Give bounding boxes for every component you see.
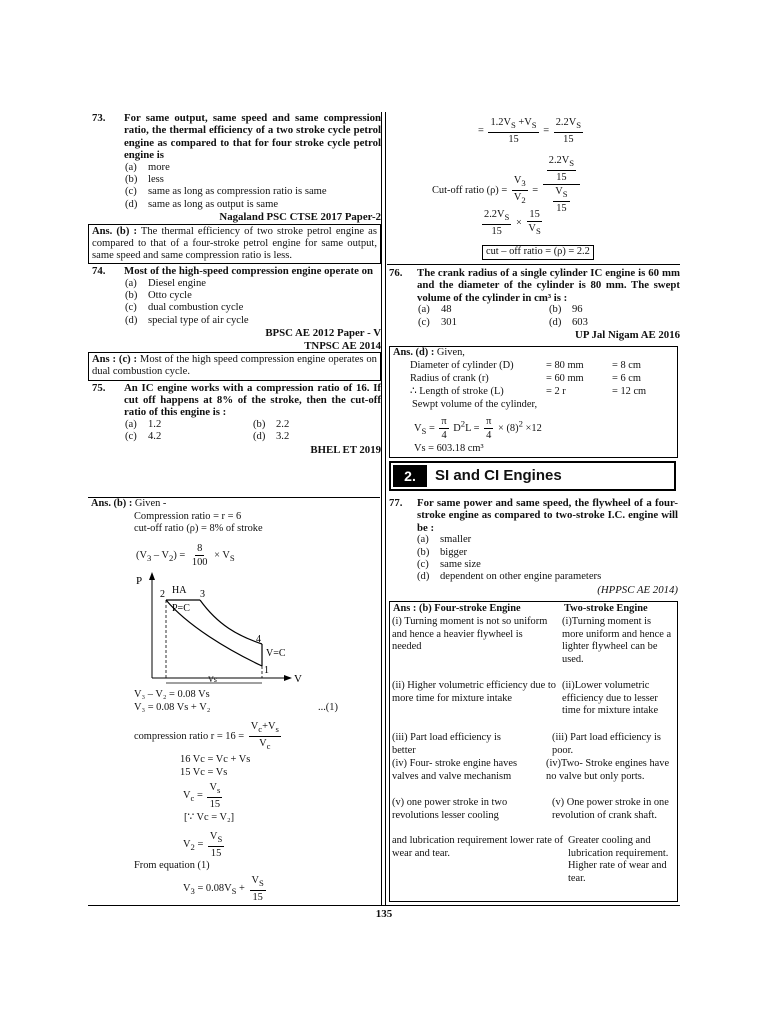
option-row bbox=[418, 304, 680, 316]
answer-text: The thermal efficiency of two stroke petrol engine as compared to that of a four-stroke petrol engine for same output, same speed and same compression ratio is less. bbox=[92, 225, 377, 262]
option-key: (b) bbox=[549, 304, 562, 316]
two-stroke-point: (v) One power stroke in one revolution of crank shaft. bbox=[552, 797, 669, 821]
option-key: (c) bbox=[125, 302, 137, 314]
answer-box bbox=[88, 352, 381, 380]
exam-source: BHEL ET 2019 bbox=[310, 443, 381, 456]
answer-75-block bbox=[88, 497, 380, 906]
section-title: SI and CI Engines bbox=[435, 467, 562, 484]
option bbox=[417, 559, 678, 571]
fraction-2-2vs-over-15: $\frac{2.2V_S}{15}$ bbox=[555, 117, 582, 146]
two-stroke-point: (ii)Lower volumetric efficiency due to lesser time for mixture intake bbox=[562, 680, 659, 717]
two-stroke-point: (i)Turning moment is more uniform and hence a lighter flywheel can be used. bbox=[562, 616, 672, 665]
question-75 bbox=[88, 382, 381, 419]
answer-label: Ans : (c) : bbox=[92, 354, 138, 366]
equation-tag: ...(1) bbox=[318, 702, 338, 713]
option-text: more bbox=[148, 161, 170, 173]
option-text: special type of air cycle bbox=[148, 314, 249, 326]
fraction-15-over-vs: $\frac{15}{V_S}$ bbox=[528, 209, 541, 237]
fraction-8-over-100: $\frac{8}{100}$ bbox=[191, 543, 208, 568]
option-key: (a) bbox=[125, 418, 137, 430]
label-v-equals-c: V=C bbox=[266, 648, 286, 659]
option-key: (c) bbox=[125, 431, 137, 443]
right-column bbox=[387, 266, 680, 341]
equation-v3-combined: = $\frac{1.2V_S +V_S}{15}$ = $\frac{2.2V_S}{15}$ bbox=[478, 117, 582, 146]
option-key: (a) bbox=[125, 161, 137, 173]
because-vc-equals-v2: [∵ Vc = V₂] bbox=[184, 812, 235, 823]
point-4: 4 bbox=[256, 634, 261, 645]
option-text: dependent on other engine parameters bbox=[440, 571, 602, 583]
cutoff-ratio-label: Cut-off ratio (ρ) = bbox=[432, 184, 508, 196]
equation-rhs: × $V_S$ bbox=[214, 549, 235, 563]
option-key: (d) bbox=[549, 316, 562, 328]
option bbox=[125, 174, 381, 186]
option-text: 301 bbox=[441, 316, 457, 328]
given-row bbox=[410, 360, 514, 373]
option-text: same as long as compression ratio is same bbox=[148, 186, 327, 198]
fraction-2-2vs-over-15: $\frac{2.2V_S}{15}$ bbox=[484, 209, 510, 238]
option bbox=[125, 290, 381, 302]
question-77-block bbox=[389, 497, 678, 596]
equation-v3-minus-v2 bbox=[136, 542, 235, 569]
label-p: P bbox=[136, 575, 143, 587]
two-stroke-point: (iv)Two- Stroke engines have no valve but only ports. bbox=[546, 758, 670, 782]
answer-label: Ans. (b) : bbox=[92, 225, 137, 237]
equation-lhs: $(V_3 - V_2)$ = bbox=[136, 549, 186, 563]
given-name: ∴ Length of stroke (L) bbox=[410, 386, 504, 397]
option-text: Otto cycle bbox=[148, 290, 192, 302]
question-number: 77. bbox=[389, 497, 403, 509]
option-key: (b) bbox=[253, 418, 266, 430]
option-text: same size bbox=[440, 559, 481, 571]
option-text: same as long as output is same bbox=[148, 198, 279, 210]
option-key: (d) bbox=[125, 198, 138, 210]
equation-15vc: 15 Vc = Vs bbox=[180, 767, 228, 778]
question-text: For same power and same speed, the flywheel of a four-stroke engine as compared to two-stroke I.C. engine will be : bbox=[417, 497, 678, 534]
given-value-mm: = 80 mm bbox=[546, 360, 584, 371]
option-key: (d) bbox=[125, 314, 138, 326]
given-value-cm: = 12 cm bbox=[612, 386, 647, 397]
option-key: (d) bbox=[417, 571, 430, 583]
point-1: 1 bbox=[264, 665, 269, 676]
label-vs: Vs bbox=[208, 675, 217, 684]
question-75-options bbox=[88, 419, 381, 444]
equation-v3: V₃ = 0.08 Vs + V₂ bbox=[134, 702, 211, 713]
question-73-options bbox=[88, 162, 381, 212]
page-number: 135 bbox=[375, 908, 393, 920]
equation-vc-value: $V_c$ = $\frac{V_s}{15}$ bbox=[183, 782, 221, 811]
option bbox=[125, 315, 381, 327]
option-text: 2.2 bbox=[276, 418, 290, 430]
option bbox=[125, 162, 381, 174]
two-stroke-heading: Two-stroke Engine bbox=[564, 603, 648, 614]
swept-volume-label: Sewpt volume of the cylinder, bbox=[412, 399, 538, 410]
answer-label: Ans. (d) : bbox=[393, 347, 435, 358]
given-value-cm: = 6 cm bbox=[612, 373, 641, 384]
question-number: 76. bbox=[389, 267, 403, 279]
exam-source: UP Jal Nigam AE 2016 bbox=[575, 329, 680, 342]
fraction-vs-over-15: $\frac{V_S}{15}$ bbox=[209, 831, 223, 860]
option-text: dual combustion cycle bbox=[148, 302, 244, 314]
question-number: 75. bbox=[92, 381, 106, 394]
question-74 bbox=[88, 265, 381, 277]
option-key: (b) bbox=[125, 290, 138, 302]
answer-given: Given, bbox=[436, 347, 465, 358]
answer-label: Ans : (b) Four-stroke Engine bbox=[393, 603, 521, 614]
option-text: 3.2 bbox=[276, 431, 290, 443]
option-text: 48 bbox=[441, 304, 452, 316]
question-76-options bbox=[387, 304, 680, 329]
compression-ratio-equation bbox=[134, 720, 283, 753]
option bbox=[125, 199, 381, 211]
question-text: An IC engine works with a compression ratio of 16. If cut off happens at 8% of the stroke, then the cut-off ratio of this engine is : bbox=[124, 381, 381, 419]
option-key: (b) bbox=[125, 174, 138, 186]
answer-given: Given - bbox=[134, 498, 167, 509]
option-text: 1.2 bbox=[148, 418, 162, 430]
compression-ratio-label: compression ratio r = 16 = bbox=[134, 730, 245, 742]
answer-76-box bbox=[389, 346, 678, 458]
given-value-cm: = 8 cm bbox=[612, 360, 641, 371]
equation-v2-value: $V_2$ = $\frac{V_S}{15}$ bbox=[183, 831, 223, 860]
fraction-combined: $\frac{1.2V_S +V_S}{15}$ bbox=[490, 117, 537, 146]
point-3: 3 bbox=[200, 589, 205, 600]
fraction-vc-plus-vs-over-vc: $\frac{V_c+V_s}{V_c}$ bbox=[250, 721, 279, 752]
option-text: 603 bbox=[572, 316, 588, 328]
label-v: V bbox=[294, 673, 302, 685]
section-header bbox=[389, 461, 676, 491]
swept-volume-result: Vs = 603.18 cm³ bbox=[414, 443, 484, 454]
column-divider-right bbox=[385, 112, 386, 905]
option bbox=[417, 571, 678, 583]
option bbox=[417, 534, 678, 546]
nested-fraction: $\frac{\frac{2.2V_S}{15}}{\frac{V_S}{15}}$ bbox=[543, 154, 580, 215]
option-text: 4.2 bbox=[148, 431, 162, 443]
point-2: 2 bbox=[160, 589, 165, 600]
given-value-mm: = 60 mm bbox=[546, 373, 584, 384]
four-stroke-point: (i) Turning moment is not so uniform and hence a heavier flywheel is needed bbox=[392, 616, 548, 653]
pv-diagram bbox=[128, 570, 308, 690]
option-row bbox=[125, 419, 381, 431]
label-p-equals-c: P=C bbox=[172, 603, 190, 614]
question-text: For same output, same speed and same compression ratio, the thermal efficiency of a two stroke cycle petrol engine as compared to that for four stroke cycle petrol engine is bbox=[124, 112, 381, 162]
question-76 bbox=[387, 267, 680, 304]
question-text: The crank radius of a single cylinder IC engine is 60 mm and the diameter of the cylinder is 80 mm. The swept volume of the cylinder in cm³ is : bbox=[417, 267, 680, 304]
four-stroke-point: (iv) Four- stroke engine haves valves and valve mechanism bbox=[392, 758, 518, 782]
question-73 bbox=[88, 112, 381, 162]
two-stroke-point: (iii) Part load efficiency is poor. bbox=[552, 732, 661, 756]
option-key: (c) bbox=[418, 316, 430, 328]
four-stroke-point: and lubrication requirement lower rate of wear and tear. bbox=[392, 835, 564, 859]
option-row bbox=[125, 431, 381, 443]
option bbox=[125, 278, 381, 290]
question-77 bbox=[389, 497, 678, 534]
option bbox=[125, 302, 381, 314]
option-key: (d) bbox=[253, 431, 266, 443]
equation-v3-substituted: $V_3 = 0.08V_S$ + $\frac{V_S}{15}$ bbox=[183, 875, 264, 904]
question-74-options bbox=[88, 278, 381, 328]
answer-box bbox=[88, 224, 381, 265]
equation-multiplied: $\frac{2.2V_S}{15}$ × $\frac{15}{V_S}$ bbox=[484, 209, 541, 238]
question-number: 73. bbox=[92, 112, 106, 124]
four-stroke-point: (iii) Part load efficiency is better bbox=[392, 732, 501, 756]
option-key: (a) bbox=[418, 304, 430, 316]
fraction-vs-over-15: $\frac{V_s}{15}$ bbox=[209, 782, 221, 811]
given-value-mm: = 2 r bbox=[546, 386, 566, 397]
equation-16vc: 16 Vc = Vc + Vs bbox=[180, 754, 251, 765]
question-number: 74. bbox=[92, 265, 106, 278]
given-cutoff-ratio: cut-off ratio (ρ) = 8% of stroke bbox=[134, 523, 263, 535]
four-stroke-point: (ii) Higher volumetric efficiency due to more time for mixture intake bbox=[392, 680, 556, 704]
exam-source: TNPSC AE 2014 bbox=[304, 339, 381, 352]
given-compression-ratio: Compression ratio = r = 6 bbox=[134, 510, 242, 522]
option-key: (c) bbox=[417, 559, 429, 571]
answer-text: Most of the high speed compression engine operates on dual combustion cycle. bbox=[92, 354, 377, 378]
cutoff-ratio-equation: Cut-off ratio (ρ) = $\frac{V_3}{V_2}$ = $\frac{\frac{2.2V_S}{15}}{\frac{V_S}{15}}$ bbox=[432, 154, 582, 215]
equation-difference: V₃ – V₂ = 0.08 Vs bbox=[134, 689, 210, 700]
option-text: Diesel engine bbox=[148, 277, 206, 289]
swept-volume-formula: $V_S$ = $\frac{\pi}{4}$ $D^2L$ = $\frac{\pi}{4}$ × $(8)^2 \times 12$ bbox=[414, 416, 542, 441]
option-row bbox=[418, 317, 680, 329]
volume-axis-arrow bbox=[284, 675, 292, 681]
answer-label: Ans. (b) : bbox=[91, 498, 133, 509]
option-text: 96 bbox=[572, 304, 583, 316]
exam-source: (HPPSC AE 2014) bbox=[597, 583, 678, 596]
given-name: Diameter of cylinder (D) bbox=[410, 360, 514, 371]
section-number: 2. bbox=[393, 465, 427, 487]
result-box: cut – off ratio = (ρ) = 2.2 bbox=[482, 245, 594, 260]
exam-source: Nagaland PSC CTSE 2017 Paper-2 bbox=[219, 211, 381, 224]
option-key: (a) bbox=[417, 534, 429, 546]
option-key: (b) bbox=[417, 546, 430, 558]
from-equation-1: From equation (1) bbox=[134, 860, 210, 871]
pressure-axis-arrow bbox=[149, 572, 155, 580]
option-key: (c) bbox=[125, 186, 137, 198]
expansion-curve bbox=[200, 600, 262, 644]
two-stroke-point: Greater cooling and lubrication requirement. Higher rate of wear and tear. bbox=[568, 835, 669, 884]
option-text: bigger bbox=[440, 546, 468, 558]
option-text: less bbox=[148, 174, 164, 186]
comparison-answer-box bbox=[389, 601, 678, 902]
column-divider-left bbox=[381, 112, 382, 905]
option bbox=[417, 547, 678, 559]
divider bbox=[387, 264, 680, 265]
option-key: (a) bbox=[125, 277, 137, 289]
option bbox=[125, 186, 381, 198]
question-77-options bbox=[389, 534, 678, 584]
left-column bbox=[88, 112, 381, 456]
option-text: smaller bbox=[440, 534, 472, 546]
given-name: Radius of crank (r) bbox=[410, 373, 489, 384]
question-text: Most of the high-speed compression engine operate on bbox=[124, 265, 374, 278]
fraction-v3-over-v2: $\frac{V_3}{V_2}$ bbox=[513, 175, 526, 206]
exam-source: BPSC AE 2012 Paper - V bbox=[265, 327, 381, 340]
fraction-vs-over-15: $\frac{V_S}{15}$ bbox=[251, 875, 264, 904]
four-stroke-point: (v) one power stroke in two revolutions lesser cooling bbox=[392, 797, 508, 821]
label-ha: HA bbox=[172, 585, 187, 596]
